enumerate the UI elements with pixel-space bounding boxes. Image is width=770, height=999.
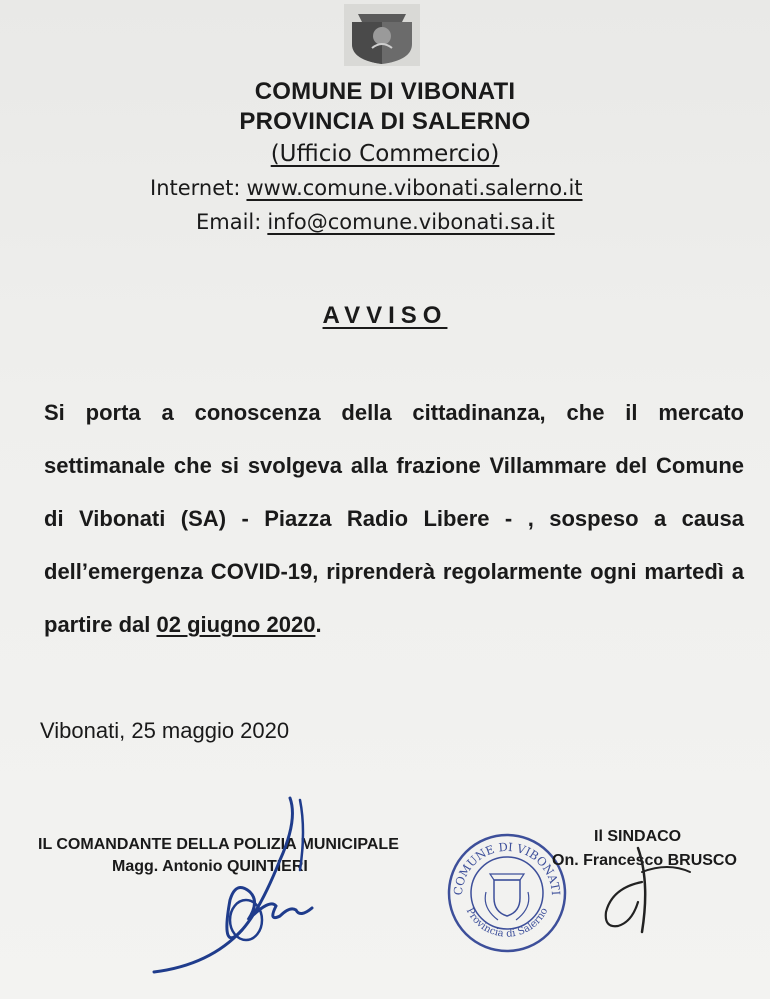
stamp-top-text: COMUNE DI VIBONATI — [450, 839, 564, 896]
comune-title: COMUNE DI VIBONATI — [254, 78, 516, 105]
provincia-title: PROVINCIA DI SALERNO — [239, 108, 531, 135]
internet-label: Internet: — [150, 176, 241, 200]
official-stamp — [446, 832, 568, 954]
email-line — [196, 210, 555, 234]
municipal-crest-icon — [344, 4, 420, 66]
commander-title: IL COMANDANTE DELLA POLIZIA MUNICIPALE — [38, 836, 399, 853]
mayor-title: Il SINDACO — [594, 828, 682, 845]
mayor-signature — [598, 842, 698, 938]
notice-body-text: Si porta a conoscenza della cittadinanza, che il mercato settimanale che si svolgeva alla frazione Villammare del Comune di Vibonati (SA) - Piazza Radio Libere - , sospeso a causa dell’emergenza COVID-19, riprenderà regolarmente ogni martedì a partire dal — [44, 400, 744, 637]
notice-title — [0, 302, 770, 330]
mayor-name: On. Francesco BRUSCO — [552, 852, 737, 869]
internet-line — [150, 176, 583, 200]
commander-signature — [150, 780, 360, 980]
notice-title-text: AVVISO — [322, 302, 448, 329]
office-name — [0, 141, 770, 167]
notice-body — [44, 386, 744, 651]
commander-name: Magg. Antonio QUINTIERI — [112, 858, 308, 875]
place-and-date: Vibonati, 25 maggio 2020 — [40, 718, 290, 743]
office-name-text: (Ufficio Commercio) — [270, 141, 500, 167]
notice-body-end: . — [315, 612, 322, 637]
stamp-bottom-text: Provincia di Salerno — [463, 906, 551, 940]
website-link[interactable]: www.comune.vibonati.salerno.it — [246, 176, 583, 200]
email-label: Email: — [196, 210, 262, 234]
svg-text:COMUNE DI VIBONATI — [451, 840, 563, 896]
email-link[interactable]: info@comune.vibonati.sa.it — [267, 210, 555, 234]
resume-date: 02 giugno 2020 — [156, 612, 316, 637]
